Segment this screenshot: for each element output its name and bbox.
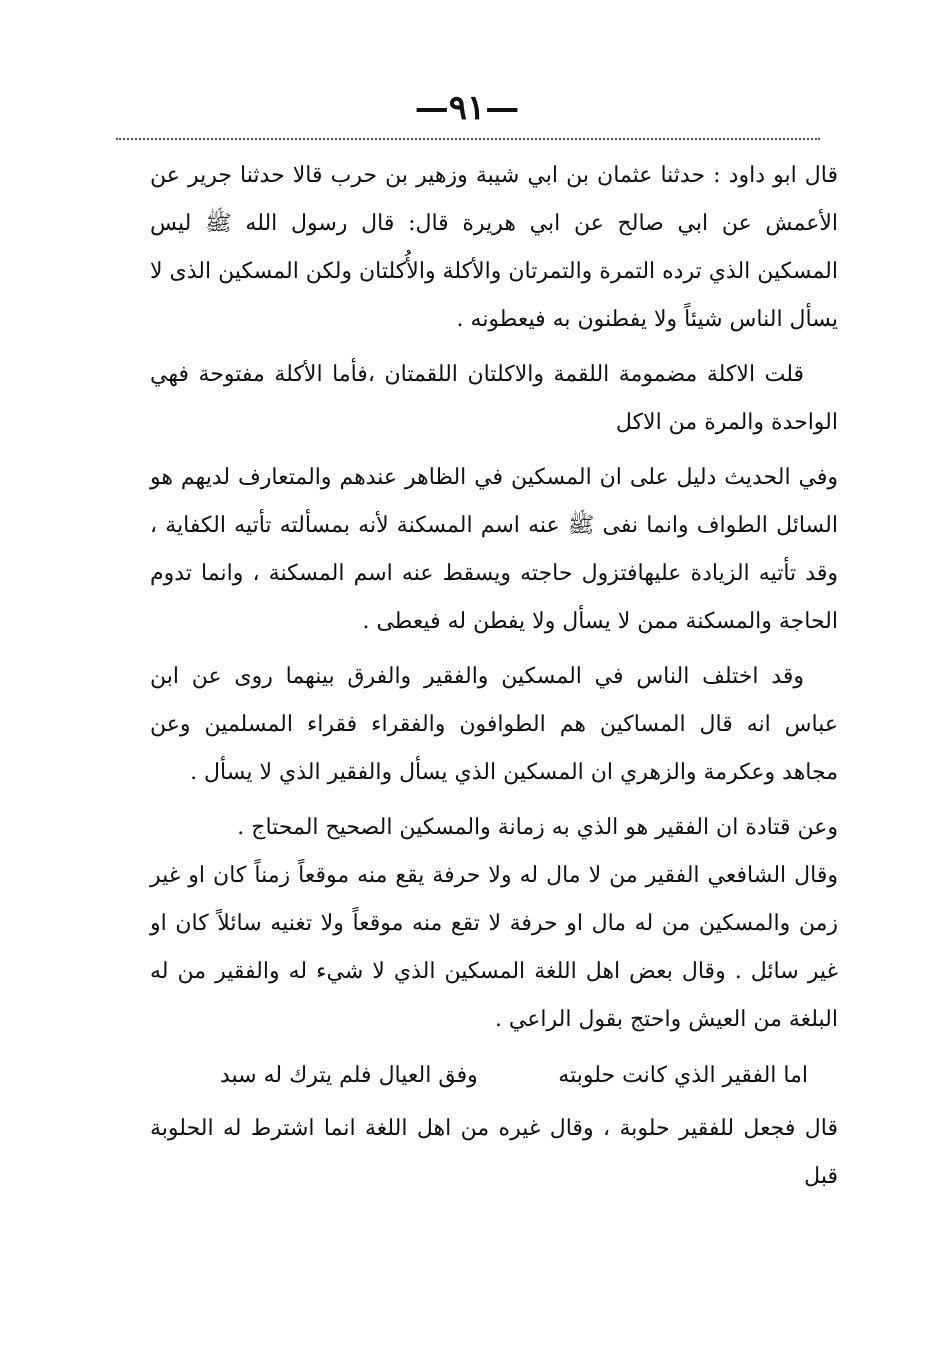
header-divider bbox=[116, 138, 820, 140]
paragraph-hadith-commentary: وفي الحديث دليل على ان المسكين في الظاهر عندهم والمتعارف لديهم هو السائل الطواف وانما نفى ﷺ عنه اسم المسكنة لأنه بمسألته تأتيه الكفاية ، وقد تأتيه الزيادة عليهافتزول حاجته ويسقط عنه اسم المسكنة ، وانما تدوم الحاجة والمسكنة ممن لا يسأل ولا يفطن له فيعطى . bbox=[150, 465, 838, 634]
verse-first-hemistich: اما الفقير الذي كانت حلوبته bbox=[558, 1063, 808, 1088]
paragraph-ikhtilaf: وقد اختلف الناس في المسكين والفقير والفرق بينهما روى عن ابن عباس انه قال المساكين هم الطوافون والفقراء فقراء المسلمين وعن مجاهد وعكرمة والزهري ان المسكين الذي يسأل والفقير الذي لا يسأل . bbox=[150, 664, 838, 785]
paragraph-akla-definition: قلت الاكلة مضمومة اللقمة والاكلتان اللقمتان ،فأما الأكلة مفتوحة فهي الواحدة والمرة من الاكل bbox=[150, 362, 838, 435]
verse-second-hemistich: وفق العيال فلم يترك له سبد bbox=[220, 1063, 478, 1088]
paragraph-qatada: وعن قتادة ان الفقير هو الذي به زمانة والمسكين الصحيح المحتاج . bbox=[237, 815, 838, 840]
paragraph-shafii: وقال الشافعي الفقير من لا مال له ولا حرفة يقع منه موقعاً زمناً كان او غير زمن والمسكين من له مال او حرفة لا تقع منه موقعاً ولا تغنيه سائلاً كان او غير سائل . وقال بعض اهل اللغة المسكين الذي لا شيء له والفقير من له البلغة من العيش واحتج بقول الراعي . bbox=[150, 863, 838, 1032]
paragraph-closing-line: قال فجعل للفقير حلوبة ، وقال غيره من اهل اللغة انما اشترط له الحلوبة قبل bbox=[150, 1116, 838, 1189]
body-text bbox=[150, 152, 838, 1201]
poetry-verse bbox=[150, 1051, 838, 1101]
paragraph-hadith: قال ابو داود : حدثنا عثمان بن ابي شيبة وزهير بن حرب قالا حدثنا جرير عن الأعمش عن ابي صالح عن ابي هريرة قال: قال رسول الله ﷺ ليس المسكين الذي ترده التمرة والتمرتان والأكلة والأُكلتان ولكن المسكين الذى لا يسأل الناس شيئاً ولا يفطنون به فيعطونه . bbox=[150, 163, 838, 332]
page-number: —٩١— bbox=[414, 88, 520, 128]
